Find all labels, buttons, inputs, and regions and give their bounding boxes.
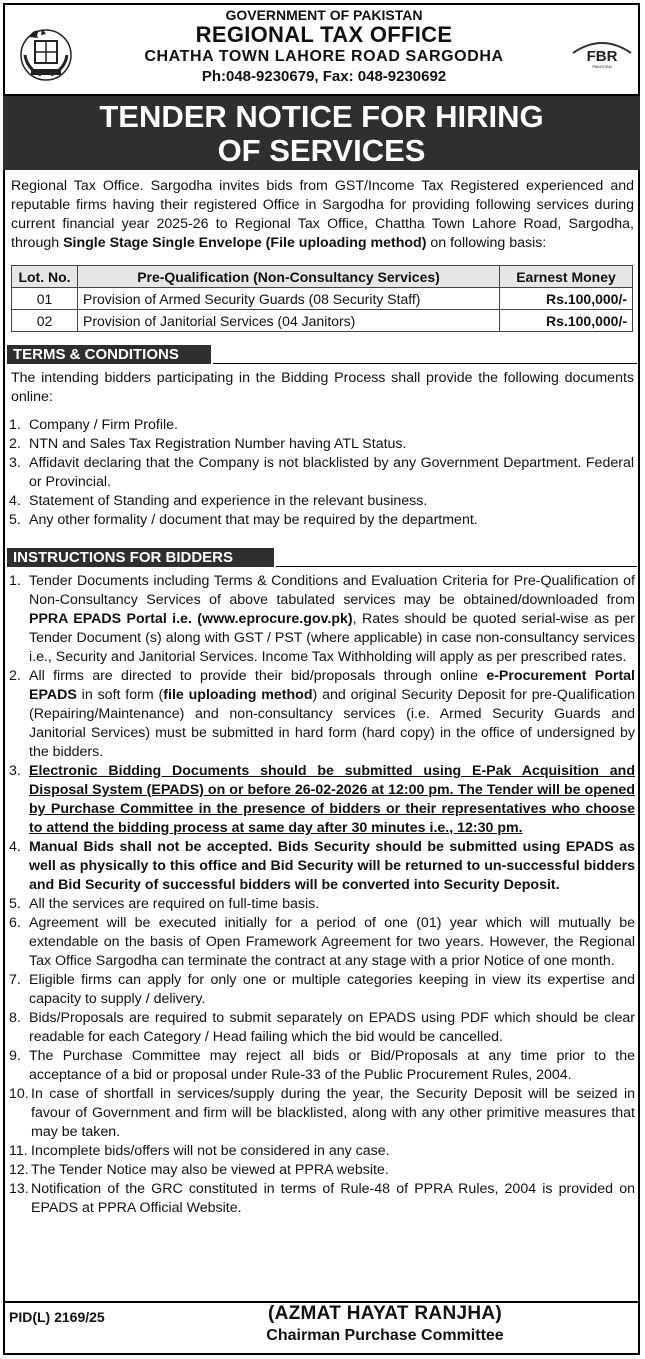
item-text: , Rates should be quoted serial-wise as per Tender Document (s) along with GST / PST (where applicable) in case non-consultancy services i.e., Security and Janitorial Services. Income Tax Withholding will apply as per prescribed rates. xyxy=(29,611,636,665)
terms-intro: The intending bidders participating in the Bidding Process shall provide the following documents online: xyxy=(11,370,634,405)
services-table xyxy=(11,265,633,332)
list-item xyxy=(9,762,635,838)
list-item xyxy=(9,1085,635,1142)
col-money-header: Earnest Money xyxy=(500,266,633,288)
col-lot-header: Lot. No. xyxy=(12,266,78,288)
item-text: in soft form ( xyxy=(76,687,164,703)
fbr-logo-icon xyxy=(569,39,635,71)
list-item xyxy=(9,667,635,762)
item-number: 2. xyxy=(9,668,21,684)
fbr-logo-subtext: PAKISTAN xyxy=(592,64,612,69)
office-phone: Ph:048-9230679, Fax: 048-9230692 xyxy=(201,68,447,85)
list-item xyxy=(9,511,634,530)
service-name: Provision of Janitorial Services (04 Janitors) xyxy=(78,310,500,332)
item-text: Company / Firm Profile. xyxy=(29,417,179,433)
terms-heading: TERMS & CONDITIONS xyxy=(7,345,211,364)
item-number: 1. xyxy=(9,573,21,589)
item-text: The Purchase Committee may reject all bids or Bid/Proposals at any time prior to the acceptance of a bid or proposal under Rule-33 of the Public Procurement Rules, 2004. xyxy=(29,1048,635,1083)
item-text: Notification of the GRC constituted in terms of Rule-48 of PPRA Rules, 2004 is provided on EPADS at PPRA Official Website. xyxy=(31,1181,635,1216)
office-name: REGIONAL TAX OFFICE xyxy=(195,22,453,47)
signatory-designation: Chairman Purchase Committee xyxy=(266,1327,504,1344)
terms-divider xyxy=(213,363,637,364)
title-line-1: TENDER NOTICE FOR HIRING xyxy=(99,99,544,134)
item-number: 3. xyxy=(9,455,21,471)
item-text: Manual Bids shall not be accepted. Bids Security should be submitted using EPADS as well as physically to this office and Bid Security will be returned to un-successful bidders and Bid Security of successful bidders will be converted into Security Deposit. xyxy=(29,839,635,893)
office-address: CHATHA TOWN LAHORE ROAD SARGODHA xyxy=(144,48,504,65)
item-bold-text: file uploading method xyxy=(163,687,313,703)
item-number: 4. xyxy=(9,493,21,509)
lot-number: 02 xyxy=(12,310,78,332)
pid-number: PID(L) 2169/25 xyxy=(9,1309,105,1325)
instructions-list xyxy=(9,572,635,1218)
item-text: Statement of Standing and experience in the relevant business. xyxy=(29,493,428,509)
epads-portal-link[interactable]: PPRA EPADS Portal i.e. (www.eprocure.gov.pk) xyxy=(29,611,353,627)
list-item xyxy=(9,1009,635,1047)
item-number: 6. xyxy=(9,915,21,931)
item-number: 12. xyxy=(9,1162,29,1178)
list-item xyxy=(9,838,635,895)
item-text: All firms are directed to provide their bid/proposals through online xyxy=(29,668,487,684)
item-text: Eligible firms can apply for only one or multiple categories keeping in view its expertise and capacity to supply / delivery. xyxy=(29,972,635,1007)
item-bold-text: e-Procurement Portal EPADS xyxy=(29,668,635,703)
item-text: NTN and Sales Tax Registration Number having ATL Status. xyxy=(29,436,407,452)
item-number: 9. xyxy=(9,1048,21,1064)
item-number: 11. xyxy=(9,1143,28,1159)
item-text: Any other formality / document that may be required by the department. xyxy=(29,512,478,528)
service-name: Provision of Armed Security Guards (08 Security Staff) xyxy=(78,288,500,310)
title-line-2: OF SERVICES xyxy=(217,133,426,168)
item-number: 5. xyxy=(9,896,21,912)
fbr-logo-text: FBR xyxy=(586,48,618,65)
item-text: The Tender Notice may also be viewed at PPRA website. xyxy=(31,1162,389,1178)
list-item xyxy=(9,914,635,971)
item-text: Incomplete bids/offers will not be considered in any case. xyxy=(31,1143,390,1159)
item-text: Bids/Proposals are required to submit separately on EPADS using PDF which should be clear readable for each Category / Head failing which the bid would be cancelled. xyxy=(29,1010,635,1045)
item-number: 5. xyxy=(9,512,21,528)
item-number: 8. xyxy=(9,1010,21,1026)
signatory-name: (AZMAT HAYAT RANJHA) xyxy=(268,1303,502,1324)
table-row xyxy=(12,288,633,310)
item-number: 1. xyxy=(9,417,21,433)
item-text: Tender Documents including Terms & Conditions and Evaluation Criteria for Pre-Qualification of Non-Consultancy Services of above tabulated services may be obtained/downloaded from xyxy=(29,573,635,608)
instructions-divider xyxy=(276,566,637,567)
item-number: 2. xyxy=(9,436,21,452)
item-text: Agreement will be executed initially for a period of one (01) year which will mutually be extendable on the basis of Open Framework Agreement for two years. However, the Regional Tax Office Sargodha can terminate the contract at any stage with a prior Notice of one month. xyxy=(29,915,635,969)
item-number: 4. xyxy=(9,839,21,855)
signature-block xyxy=(150,1302,620,1346)
instructions-heading: INSTRUCTIONS FOR BIDDERS xyxy=(7,548,274,567)
list-item xyxy=(9,1161,635,1180)
intro-tail: on following basis: xyxy=(426,235,547,251)
item-text: Affidavit declaring that the Company is not blacklisted by any Government Department. Federal or Provincial. xyxy=(29,455,634,490)
list-item xyxy=(9,435,634,454)
item-text: In case of shortfall in services/supply during the year, the Security Deposit will be seized in favour of Government and firm will be blacklisted, along with any other primitive measures that may be taken. xyxy=(31,1086,635,1140)
earnest-money: Rs.100,000/- xyxy=(500,310,633,332)
intro-paragraph xyxy=(11,177,634,253)
notice-title xyxy=(3,96,640,170)
item-text: ) and original Security Deposit for pre-Qualification (Repairing/Maintenance) and non-consultancy services (i.e. Armed Security Guards and Janitorial Services) must be submitted in hard form (hard copy) in the office of undersigned by the bidders. xyxy=(29,687,635,760)
list-item xyxy=(9,416,634,435)
terms-list xyxy=(9,416,634,530)
list-item xyxy=(9,454,634,492)
col-service-header: Pre-Qualification (Non-Consultancy Services) xyxy=(78,266,500,288)
item-text: All the services are required on full-time basis. xyxy=(29,896,320,912)
list-item xyxy=(9,572,635,667)
list-item xyxy=(9,971,635,1009)
list-item xyxy=(9,1047,635,1085)
item-number: 7. xyxy=(9,972,21,988)
table-header-row xyxy=(12,266,633,288)
intro-text: Regional Tax Office. Sargodha invites bids from GST/Income Tax Registered experienced and reputable firms having their registered Office in Sargodha for providing following services during current financial year 2025-26 to Regional Tax Office, Chattha Town Lahore Road, Sargodha, through xyxy=(11,178,634,251)
list-item xyxy=(9,1180,635,1218)
item-number: 13. xyxy=(9,1181,29,1197)
intro-method: Single Stage Single Envelope (File uploading method) xyxy=(63,235,427,251)
item-text: Electronic Bidding Documents should be submitted using E-Pak Acquisition and Disposal System (EPADS) on or before 26-02-2026 at 12:00 pm. The Tender will be opened by Purchase Committee in the presence of bidders or their representatives who choose to attend the bidding process at same day after 30 minutes i.e., 12:30 pm. xyxy=(29,763,635,836)
earnest-money: Rs.100,000/- xyxy=(500,288,633,310)
list-item xyxy=(9,492,634,511)
government-name: GOVERNMENT OF PAKISTAN xyxy=(225,7,423,23)
item-number: 10. xyxy=(9,1086,29,1102)
lot-number: 01 xyxy=(12,288,78,310)
list-item xyxy=(9,895,635,914)
state-emblem-icon xyxy=(17,25,75,83)
item-number: 3. xyxy=(9,763,21,779)
header xyxy=(3,3,640,96)
table-row xyxy=(12,310,633,332)
list-item xyxy=(9,1142,635,1161)
